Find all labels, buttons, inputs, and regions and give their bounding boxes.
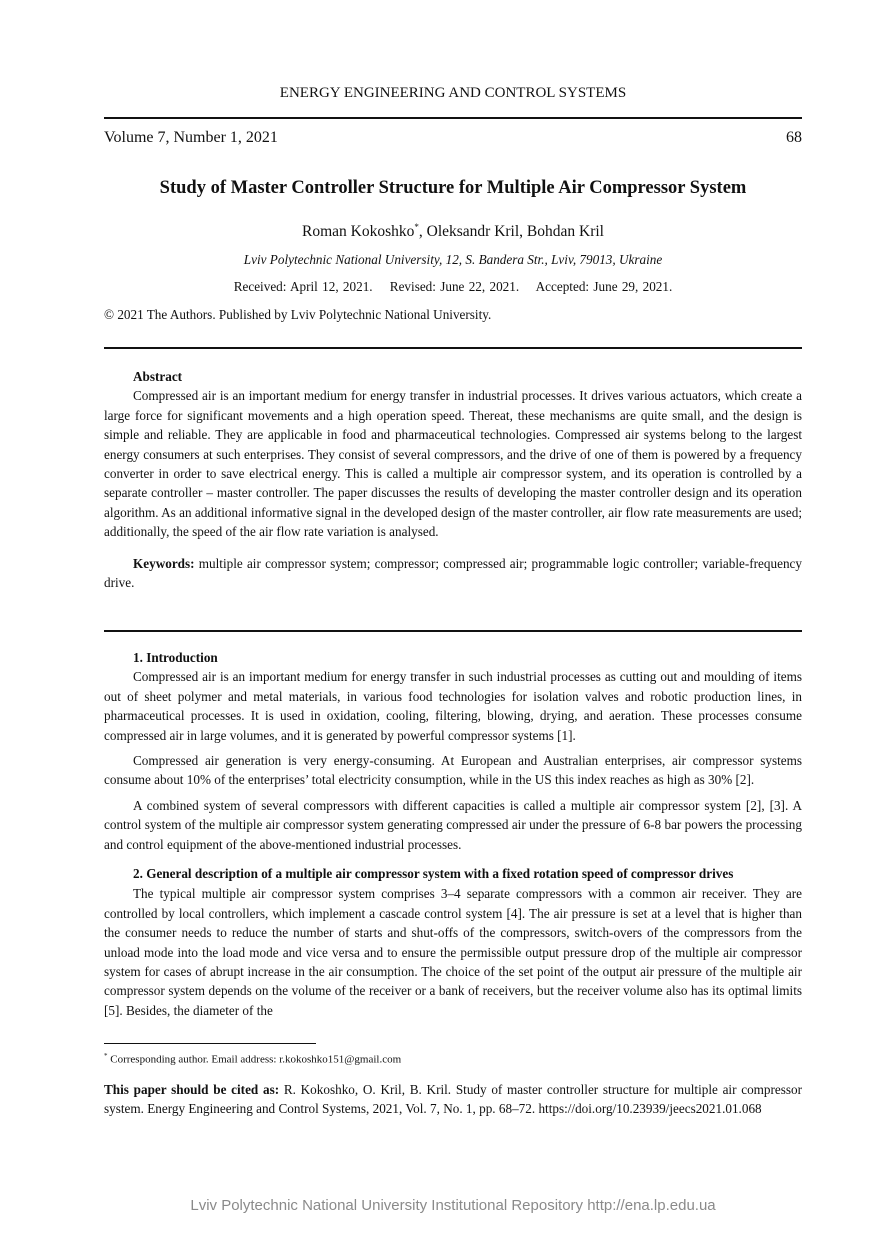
citation-label: This paper should be cited as: [104,1082,280,1097]
affiliation: Lviv Polytechnic National University, 12, S. Bandera Str., Lviv, 79013, Ukraine [243,252,663,267]
section-heading: 1. Introduction [133,650,218,665]
journal-name: ENERGY ENGINEERING AND CONTROL SYSTEMS [279,85,627,101]
footnote-mark: * [414,222,419,232]
header-rule [104,117,802,119]
authors [104,222,802,241]
paper-title: Study of Master Controller Structure for Multiple Air Compressor System [159,178,747,198]
volume-info: Volume 7, Number 1, 2021 [104,129,278,146]
page-number: 68 [786,129,802,146]
rule-above-abstract [104,347,802,349]
footnote-mark: * [104,1052,108,1060]
paragraph: The typical multiple air compressor system comprises 3–4 separate compressors with a common air receiver. They are controlled by local controllers, which implement a cascade control system [4]. The air pressure is set at a level that is higher than the consumer needs to reduce the number of starts and shut-offs of the compressors, switch-overs of the compressors from the unload mode into the load mode and vice versa and to ensure the permissible output pressure drop of the multiple air compressor system for cases of abrupt increase in the air consumption. The choice of the set point of the output air pressure of the multiple air compressor system depends on the volume of the receiver or a bank of receivers, but the receiver volume also has its optimal limits [5]. Besides, the diameter of the [104,886,802,1018]
keywords-text: multiple air compressor system; compressor; compressed air; programmable logic controller; variable-frequency drive. [104,555,802,591]
rule-below-keywords [104,630,802,632]
author-first: Roman Kokoshko [302,223,415,241]
abstract-text: Compressed air is an important medium for energy transfer in industrial processes. It drives various actuators, which create a large force for significant movements and a high operation speed. Thereat, these mechanisms are quite small, and the design is simple and reliable. They are applicable in food and pharmaceutical technologies. Compressed air systems belong to the largest energy consumers at such enterprises. They consist of several compressors, and the drive of one of them is powered by a frequency converter in order to save electrical energy. This is called a multiple air compressor system, and its operation is controlled by a separate controller – master controller. The paper discusses the results of developing the master controller design and its operation algorithm. As an additional informative signal in the developed design of the master controller, air flow rate measurements are used; additionally, the speed of the air flow rate variation is analysed. [104,388,802,540]
citation [104,1080,802,1119]
revised-date: Revised: June 22, 2021. [389,279,520,294]
footnote-text: Corresponding author. Email address: r.kokoshko151@gmail.com [107,1053,402,1066]
footnote [104,1052,802,1066]
section-general-description [104,864,802,1020]
section-introduction [104,648,802,854]
keywords [104,554,802,593]
abstract [104,367,802,592]
dates [104,279,802,295]
volume-line [104,129,802,147]
received-date: Received: April 12, 2021. [233,279,373,294]
paragraph: A combined system of several compressors with different capacities is called a multiple air compressor system [2], [3]. A control system of the multiple air compressor system generating compressed air under the pressure of 6-8 bar powers the processing and control equipment of the above-mentioned industrial processes. [104,797,802,852]
accepted-date: Accepted: June 29, 2021. [535,279,673,294]
paragraph: Compressed air is an important medium for energy transfer in such industrial processes as cutting out and moulding of items out of sheet polymer and metal materials, in various food technologies for isolation valves and robotic production lines, in pharmaceutical processes. It is used in oxidation, cooling, filtering, blowing, drying, and aeration. These processes consume compressed air in large volumes, and it is generated by powerful compressor systems [1]. [104,669,802,743]
paragraph: Compressed air generation is very energy-consuming. At European and Australian enterprises, air compressor systems consume about 10% of the enterprises’ total electricity consumption, while in the US this index reaches as high as 30% [2]. [104,753,802,788]
repository-footer: Lviv Polytechnic National University Institutional Repository http://ena.lp.edu.ua [190,1197,716,1214]
citation-text: R. Kokoshko, O. Kril, B. Kril. Study of master controller structure for multiple air compressor system. Energy Engineering and Control Systems, 2021, Vol. 7, No. 1, pp. 68–72. https://doi.org/10.23939/jeecs2021.01.068 [104,1082,803,1117]
copyright: © 2021 The Authors. Published by Lviv Polytechnic National University. [104,307,492,322]
section-heading: 2. General description of a multiple air compressor system with a fixed rotation speed of compressor drives [133,866,734,881]
author-rest: , Oleksandr Kril, Bohdan Kril [418,223,604,241]
footnote-rule [104,1043,316,1044]
keywords-label: Keywords: [133,555,195,571]
abstract-heading: Abstract [133,369,183,384]
